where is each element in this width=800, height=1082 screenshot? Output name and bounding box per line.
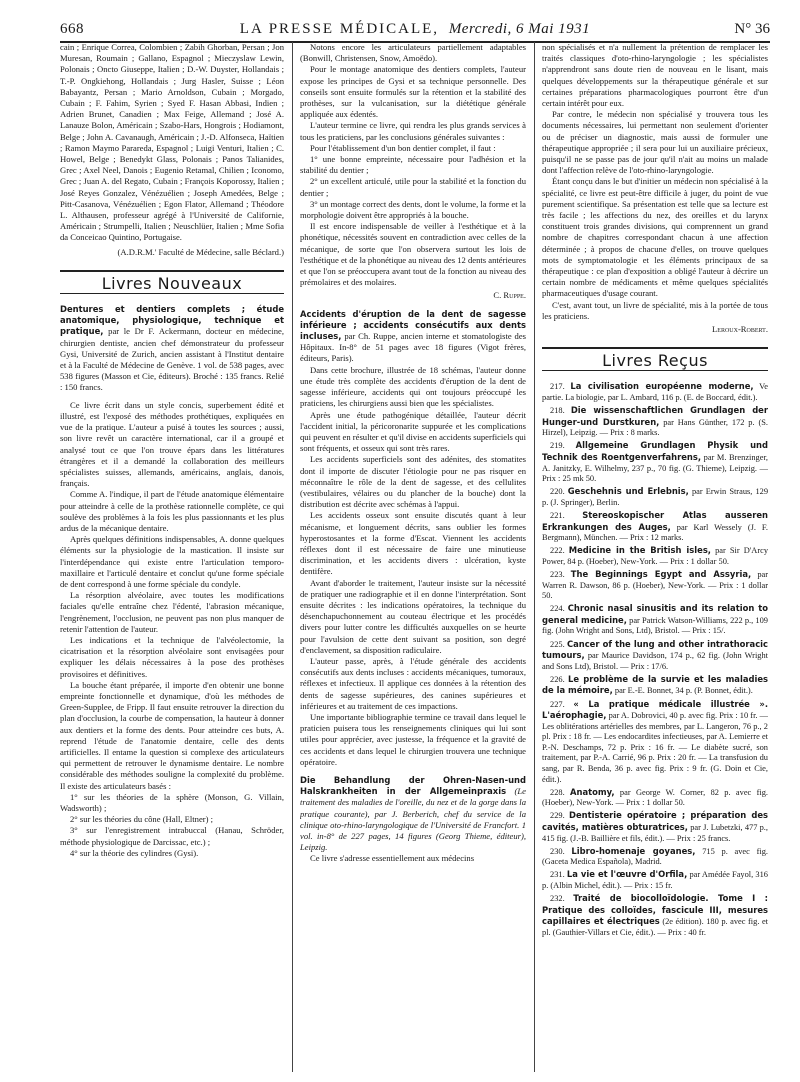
book-meta: (Le traitement des maladies de l'oreille, du nez et de la gorge dans la pratique courante), par J. Berberich, chef du service de la clinique oto-rhino-laryngologique de l'Université de Francfort. 1 vol. in-8° de 227 pages, 14 figures (Georg Thieme, éditeur), Leipzig. <box>300 786 526 853</box>
book-title: Die Behandlung der Ohren-Nasen-und Halskrankheiten in der Allgemeinpraxis <box>300 775 526 797</box>
review-paragraph: Pour le montage anatomique des dentiers complets, l'auteur expose les principes de Gysi et sa technique personnelle. Des conseils sont ensuite formulés sur la rétention et la stabilité des prothèses, sur la vulcanisation, sur la diététique générale appliquée aux édentés. <box>300 64 526 120</box>
received-book-number: 229. <box>550 811 565 821</box>
received-book-item <box>542 545 768 567</box>
received-book-title: Chronic nasal sinusitis and its relation to general medicine, <box>542 603 768 625</box>
received-book-number: 222. <box>550 546 565 556</box>
received-book-details: par Warren R. Dawson, 86 p. (Hoeber), New-York. — Prix : 1 dollar 50. <box>542 569 768 601</box>
review-paragraph: Ce livre s'adresse essentiellement aux médecins <box>310 853 475 864</box>
review-paragraph: Notons encore les articulateurs partiellement adaptables (Bonwill, Christensen, Snow, Amoëdo). <box>300 42 526 64</box>
book-review-berberich <box>300 775 526 865</box>
review-paragraph: 1° une bonne empreinte, nécessaire pour l'adhésion et la stabilité du dentier ; <box>300 154 526 176</box>
review-paragraph: C'est, avant tout, un livre de spécialité, mis à la portée de tous les praticiens. <box>542 299 768 321</box>
received-book-number: 217. <box>550 382 565 392</box>
received-book-title: Anatomy, <box>570 786 615 797</box>
review-paragraph: Après quelques définitions indispensables, A. donne quelques éléments sur la physiologie de la mastication. Il insiste sur l'interdépendance qui existe entre l'articulation temporo-maxillaire et l'articulé dentaire et conclut qu'une forme spéciale de dent correspond à une forme spéciale du condyle. <box>60 534 284 589</box>
book-title: Accidents d'éruption de la dent de sagesse inférieure ; accidents consécutifs aux dents incluses, <box>300 308 526 342</box>
received-book-details: par Karl Wessely (J. F. Bergmann), München. — Prix : 12 marks. <box>542 522 768 543</box>
received-book-details: par J. Lubetzki, 477 p., 415 fig. (J.-B. Baillière et fils, édit.). — Prix : 25 francs. <box>542 823 768 843</box>
received-book-title: Medicine in the British isles, <box>568 545 711 556</box>
received-book-item <box>542 846 768 868</box>
received-book-title: Geschehnis und Erlebnis, <box>567 486 689 497</box>
received-book-details: Ve partie. La biologie, par L. Ambard, 116 p. (E. de Boccard, édit.). <box>542 382 768 403</box>
received-book-item <box>542 674 768 697</box>
received-book-title: La vie et l'œuvre d'Orfila, <box>566 869 688 880</box>
review-paragraph: Pour l'établissement d'un bon dentier complet, il faut : <box>310 142 496 153</box>
masthead <box>60 8 770 43</box>
received-book-details: par Patrick Watson-Williams, 222 p., 109 fig. (John Wright and Sons, Ltd), Bristol. — Prix : 15/. <box>542 615 768 636</box>
received-book-title: Allgemeine Grundlagen Physik und Technik des Roentgenverfahrens, <box>542 440 768 463</box>
review-paragraph: Il est encore indispensable de veiller à l'esthétique et à la phonétique, nécessités souvent en contradiction avec celles de la mécanique, de sorte que l'on observera surtout les lois de l'esthétique et de la phonétique au niveau des 12 dents antérieures et que l'on se préoccupera avant tout de la fonction au niveau des prémolaires et des molaires. <box>300 221 526 288</box>
journal-name: LA PRESSE MÉDICALE, <box>239 21 440 37</box>
received-book-number: 224. <box>550 604 565 614</box>
received-book-title: Die wissenschaftlichen Grundlagen der Hunger-und Durstkuren, <box>542 405 768 427</box>
received-book-details: par Maurice Davidson, 174 p., 62 fig. (John Wright and Sons Ltd), Bristol. — Prix : 17/6. <box>542 651 768 671</box>
received-book-title: « La pratique médicale illustrée ». L'aérophagie, <box>542 698 768 721</box>
lead-signature: (A.D.R.M.' Faculté de Médecine, salle Béclard.) <box>117 246 284 257</box>
received-book-details: par Erwin Straus, 129 p. (J. Springer), Berlin. <box>542 487 768 507</box>
review-paragraph: Les indications et la technique de l'alvéolectomie, la cicatrisation et la résorption alvéolaire sont envisagées pour expliquer les délais nécessaires à la pose des prothèses provisoires et définitives. <box>60 634 284 679</box>
received-book-item <box>542 699 768 786</box>
column-rule <box>292 42 293 1072</box>
column-2 <box>300 42 526 1072</box>
review-paragraph: Avant d'aborder le traitement, l'auteur insiste sur la nécessité de pratiquer une radiographie et il en donne l'interprétation. Sont ensuite décrites : les indications opératoires, la technique du désenchapuchonnement au couteau électrique et les procédés divers pour lutter contre les difficultés auxquelles on se heurte pour l'avulsion de cette dent suivant sa position, son degré d'enclavement, sa disposition radiculaire. <box>300 577 526 655</box>
review-paragraph: Les accidents superficiels sont des adénites, des stomatites dont il importe de discuter l'étiologie pour ne pas risquer en méconnaître le rôle de la dent de sagesse, et des cellulites (vestibulaires, vélaires ou du plancher de la bouche) dont la distribution est décrite avec schémas à l'appui. <box>300 454 526 510</box>
received-book-details: par George W. Corner, 82 p. avec fig. (Hoeber), New-York. — Prix : 1 dollar 50. <box>542 787 768 808</box>
received-book-number: 219. <box>550 441 565 451</box>
review-paragraph: non spécialisés et n'a nullement la prétention de remplacer les traités classiques d'oto-rhino-laryngologie ; les spécialistes n'apprendront sans doute rien de nouveau en le lisant, mais quelques développements sur la thérapeutique générale et sur certaines préparations pharmacologiques pourront être d'un certain intérêt pour eux. <box>542 42 768 109</box>
list-item: 2° sur les théories du cône (Hall, Eltner) ; <box>70 814 214 825</box>
section-title-livres-nouveaux: Livres Nouveaux <box>60 270 284 294</box>
column-1 <box>60 42 284 1072</box>
review-paragraph: L'auteur passe, après, à l'étude générale des accidents consécutifs aux dents incluses : accidents mécaniques, tumoraux, réflexes et infectieux. Il applique ces données à la rétention des dents de sagesse supérieures, des canines supérieures et inférieures et au traitement de ces impactions. <box>300 655 526 711</box>
received-book-number: 218. <box>550 406 565 416</box>
columns <box>60 42 768 1072</box>
received-book-number: 228. <box>550 787 565 797</box>
received-book-details: par Sir D'Arcy Power, 84 p. (Hoeber), New-York. — Prix : 1 dollar 50. <box>542 546 768 566</box>
issue-number: N° 36 <box>734 21 770 37</box>
review-signature: Leroux-Robert. <box>712 324 768 335</box>
received-book-details: par A. Dobrovici, 40 p. avec fig. Prix : 10 fr. — Les oblitérations artérielles des membres, par L. Langeron, 76 p., 2 pl. Prix : 18 fr. — Les endocardites infectieuses, par A. Lemierre et P.-N. Deschamps, 72 p. Prix : 16 fr. — Le diabète sucré, son traitement, par P.-A. Carrié, 96 p. Prix : 20 fr. — La transfusion du sang, par R. Benda, 36 p. avec fig. Prix : 9 fr. (G. Doin et Cie, édit.). <box>542 711 768 784</box>
review-signature: C. Ruppe. <box>493 290 526 301</box>
received-book-number: 227. <box>550 699 565 709</box>
received-book-title: Cancer of the lung and other intrathoracic tumours, <box>542 638 768 661</box>
book-review-ackermann <box>60 304 284 859</box>
list-item: 1° sur les théories de la sphère (Monson, G. Villain, Wadsworth) ; <box>60 791 284 813</box>
received-book-details: par Hans Günther, 172 p. (S. Hirzel), Leipzig. — Prix : 8 marks. <box>542 417 768 438</box>
received-book-details: (2e édition). 180 p. avec fig. et pl. (Gauthier-Villars et Cie, édit.). — Prix : 40 fr. <box>542 917 768 937</box>
received-book-number: 223. <box>550 569 565 579</box>
received-book-title: Le problème de la survie et les maladies de la mémoire, <box>542 673 768 696</box>
received-book-number: 221. <box>550 511 565 521</box>
received-book-item <box>542 869 768 891</box>
received-book-item <box>542 440 768 484</box>
received-book-title: Traité de biocolloïdologie. Tome I : Pratique des colloïdes, fascicule III, mesures capillaires et électriques <box>542 893 768 927</box>
review-paragraph: Dans cette brochure, illustrée de 18 schémas, l'auteur donne une étude très complète des accidents d'éruption de la dent de sagesse inférieure, accidents qui ont toujours préoccupé les praticiens, les chirurgiens aussi bien que les spécialistes. <box>300 364 526 409</box>
received-book-item <box>542 486 768 508</box>
book-meta: par Ch. Ruppe, ancien interne et stomatologiste des Hôpitaux. In-8° de 51 pages avec 18 figures (Vigot frères, éditeurs, Paris). <box>300 331 526 364</box>
review-paragraph: Une importante bibliographie termine ce travail dans lequel le praticien puisera tous les renseignements cliniques qui lui sont utiles pour apprécier, avec justesse, la fréquence et la gravité de ces accidents et dans lequel le chirurgien trouvera une technique opératoire. <box>300 711 526 767</box>
book-meta: par le Dr F. Ackermann, docteur en médecine, chirurgien dentiste, ancien chef démonstrateur du professeur Gysi, Université de Zurich, ancien assistant à l'Institut dentaire et à la Faculté de Médecine de Genève. 1 vol. de 538 pages, avec 538 figures (Masson et Cie, éditeurs). Broché : 135 francs. Relié : 150 francs. <box>60 326 284 393</box>
review-paragraph: Comme A. l'indique, il part de l'étude anatomique élémentaire pour atteindre à celle de la prothèse rationnelle complète, ce qui soulève des problèmes à la fois les plus passionnants et les plus ardus de la mécanique dentaire. <box>60 489 284 533</box>
received-book-item <box>542 787 768 809</box>
received-book-details: par Amédée Fayol, 316 p. (Albin Michel, édit.). — Prix : 15 fr. <box>542 870 768 891</box>
received-book-number: 230. <box>550 846 565 856</box>
received-book-number: 232. <box>550 894 565 904</box>
book-review-ruppe <box>300 309 526 768</box>
review-paragraph: Après une étude pathogénique détaillée, l'auteur décrit l'accident initial, la péricoronarite suppurée et les complications qui peuvent en résulter et qu'il divise en accidents superficiels qui sont fréquents, et osseux qui sont très rares. <box>300 409 526 454</box>
review-paragraph: 3° un montage correct des dents, dont le volume, la forme et la morphologie doivent être appropriés à la bouche. <box>300 198 526 221</box>
received-book-number: 231. <box>550 870 565 880</box>
list-item: 4° sur la théorie des cylindres (Gysi). <box>70 847 199 858</box>
received-book-number: 220. <box>550 487 565 497</box>
received-book-details: 715 p. avec fig. (Gaceta Medica Española), Madrid. <box>542 846 768 867</box>
received-book-item <box>542 405 768 439</box>
received-book-number: 226. <box>550 674 565 684</box>
review-paragraph: 2° un excellent articulé, utile pour la stabilité et la fonction du dentier ; <box>300 176 526 198</box>
received-books-list <box>542 381 768 938</box>
received-book-title: Stereoskopischer Atlas ausseren Erkrankungen des Auges, <box>542 510 768 532</box>
review-paragraph: La bouche étant préparée, il importe d'en obtenir une bonne empreinte fonctionnelle et dynamique, d'où les méthodes de Green-Supplee, de Fripp. Il faut ensuite retrouver la direction du plan d'occlusion, la courbe de compensation, la hauteur à donner aux dentiers et la forme des dents. Pour atteindre ces buts, A. reprend l'étude de l'anatomie dentaire, celle des dents artificielles. Il entame la question si complexe des articulateurs qui permettent de retrouver le dynamisme dentaire. Le nombre considérable des méthodes souligne la complexité du problème. Il existe des articulateurs basés : <box>60 679 284 791</box>
received-book-details: par E.-E. Bonnet, 34 p. (P. Bonnet, édit.). <box>614 686 753 696</box>
received-book-item <box>542 381 768 403</box>
review-paragraph: Étant conçu dans le but d'initier un médecin non spécialisé à la spécialité, ce livre est peut-être difficile à juger, du point de vue purement scientifique. Sa présentation est telle que sa lecture est très facile ; les affections du nez, des oreilles et du larynx constituent trois grandes divisions, qui comprennent un grand nombre de chapitres correspondant chacun à une affection déterminée ; à propos de chacune d'elles, on trouve quelques mots de symptomatologie et les éléments principaux de sa thérapeutique : ce plan d'exposition a obligé l'auteur à décrire un certain nombre de médicaments et même quelques spécialités pharmaceutiques d'usage courant. <box>542 176 768 299</box>
lead-paragraph: cain ; Enrique Correa, Colombien ; Zabih Ghorban, Persan ; Jon Muresan, Roumain ; Gallano, Espagnol ; Mieczyslaw Lewin, Polonais ; Oncto Giuseppe, Italien ; D.-W. Duyster, Hollandais ; T.-P. Ongkiehong, Hollandais ; Jurg Hasler, Suisse ; Léon Babayantz, Persan ; Mario Arnoldson, Cubain ; Morgado, Cubain ; F. Fahim, Syrien ; Syed F. Hasan Abbasi, Indien ; Adrien Brunet, Canadien ; Max Feige, Allemand ; José A. Lanauze Bolon, Américain ; Szabo-Hars, Hongrois ; Hodiamont, Belge ; John A. Cavanaugh, Américain ; J.-D. Alfonseca, Haïtien ; Ramon Maymo Parareda, Espagnol ; Luigi Venturi, Italien ; C. Howel, Belge ; Benedykt Glass, Polonais ; Panos Talianides, Grec ; Axel Neel, Danois ; Eugenio Retamal, Chilien ; Iconomo, Grec ; Juan A. del Regato, Cubain ; François Koporossy, Italien ; José Reyes Gonzalez, Vénézuélien ; Joseph Amedées, Belge ; Pitt-Casanova, Vénézuélien ; Egon Flator, Allemand ; Théodore L. Althausen, professeur agrégé à l'Université de Californie, Américain ; Strumpelli, Italien ; Neuschlüer, Italien ; Mme Sofia da Conceicao Quintino, Portugaise. <box>60 42 284 243</box>
received-book-title: Dentisterie opératoire ; préparation des cavités, matières obturatrices, <box>542 810 768 833</box>
journal-title <box>130 21 700 38</box>
column-rule <box>534 42 535 1072</box>
received-book-item <box>542 510 768 544</box>
page-number: 668 <box>60 21 84 37</box>
list-item: 3° sur l'enregistrement intrabuccal (Hanau, Schröder, méthode physiologique de Darcissac, etc.) ; <box>60 825 284 847</box>
review-paragraph: Ce livre écrit dans un style concis, superbement édité et illustré, est l'exposé des méthodes prothétiques, expliquées en vue de la pratique. L'auteur a puisé à toutes les sources ; aussi, son livre revêt un caractère international, car il a groupé et analysé tout ce que l'on trouve épars dans les littératures étrangères et il a demandé la collaboration des meilleurs spécialistes suisses, allemands, américains, anglais, danois, français. <box>60 399 284 489</box>
received-book-item <box>542 639 768 673</box>
review-paragraph: Les accidents osseux sont ensuite discutés quant à leur mécanisme, et longuement décrits, sans oublier les formes hyperostosantes et la forme d'Escat. Viennent les accidents réflexes dont il est nécessaire de faire une minutieuse discrimination, et les accidents divers : ulcération, kyste dentifère. <box>300 510 526 577</box>
received-book-item <box>542 569 768 602</box>
received-book-number: 225. <box>550 639 565 649</box>
review-paragraph: La résorption alvéolaire, avec toutes les modifications faciales qu'elle entraîne chez l'édenté, l'abrasion mécanique, l'engrènement, l'occlusion, ne peuvent pas non plus manquer de retenir l'attention de l'auteur. <box>60 590 284 634</box>
column-3 <box>542 42 768 1072</box>
received-book-item <box>542 810 768 844</box>
received-book-title: La civilisation européenne moderne, <box>570 381 754 392</box>
section-title-livres-recus: Livres Reçus <box>542 347 768 371</box>
review-paragraph: Par contre, le médecin non spécialisé y trouvera tous les documents nécessaires, lui permettant non seulement d'orienter ou de préciser un diagnostic, mais aussi de formuler une thérapeutique appropriée ; il sera pour lui un auxiliaire précieux, puisqu'il ne se passe pas de jour qu'il n'ait au moins un malade dont l'affection relève de l'oto-rhino-laryngologie. <box>542 109 768 176</box>
received-book-details: par M. Brenzinger, A. Janitzky, E. Wilhelmy, 237 p., 70 fig. (G. Thieme), Leipzig. — Prix : 25 mk 50. <box>542 453 768 484</box>
book-title: Dentures et dentiers complets ; étude anatomique, physiologique, technique et pratique, <box>60 304 284 337</box>
received-book-title: Libro-homenaje goyanes, <box>571 845 696 856</box>
received-book-title: The Beginnings Egypt and Assyria, <box>570 568 752 579</box>
received-book-item <box>542 893 768 938</box>
issue-date: Mercredi, 6 Mai 1931 <box>448 21 591 37</box>
review-paragraph: L'auteur termine ce livre, qui rendra les plus grands services à tous les praticiens, par les conclusions générales suivantes : <box>300 120 526 142</box>
received-book-item <box>542 603 768 637</box>
